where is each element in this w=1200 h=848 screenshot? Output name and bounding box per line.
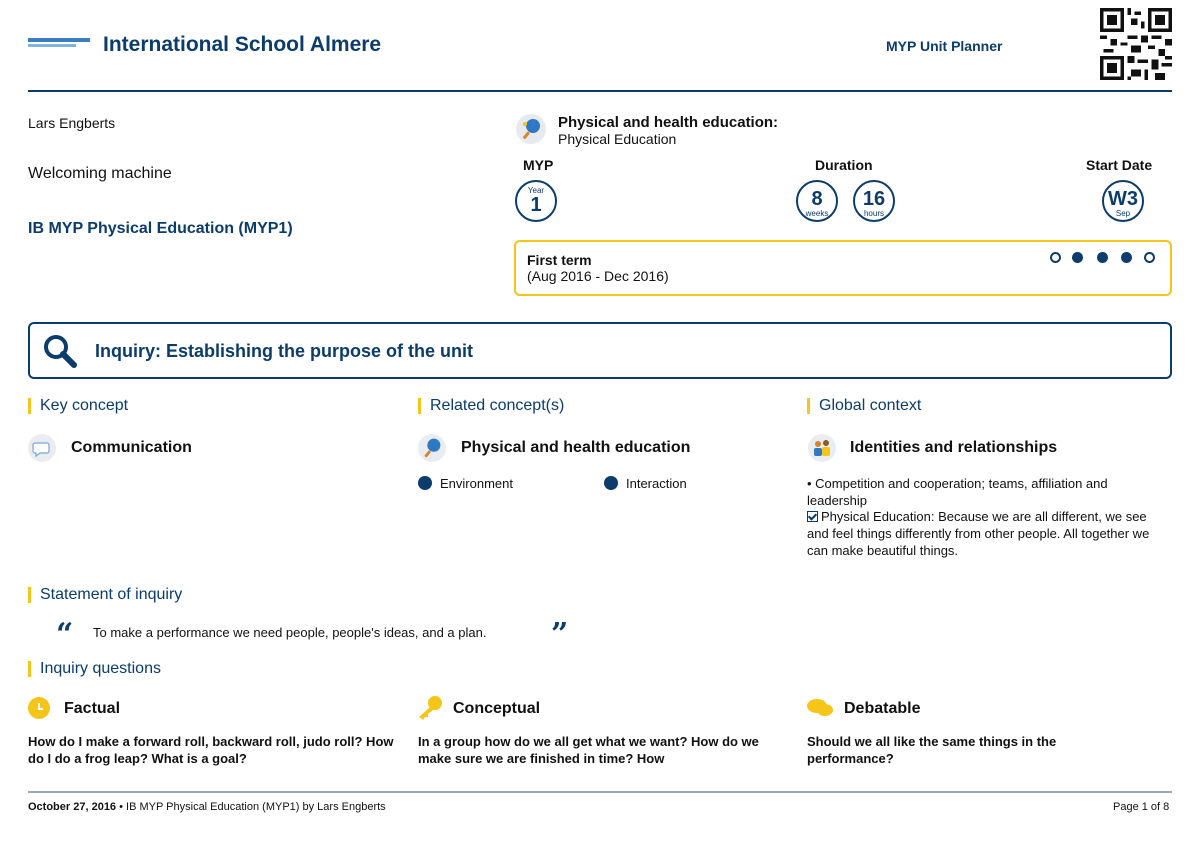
global-note-text: Physical Education: Because we are all different, we see and feel things differently from other people. All together we can make beautiful things. (807, 509, 1150, 558)
term-dot-1 (1050, 252, 1061, 263)
hours-value: 16 (862, 188, 886, 210)
related-concepts-heading: Related concept(s) (418, 398, 564, 414)
questions-heading: Inquiry questions (28, 661, 161, 677)
close-quote-icon: ” (551, 617, 569, 652)
ping-pong-icon (516, 114, 546, 144)
myp-year-badge (515, 180, 557, 222)
weeks-value: 8 (811, 188, 823, 210)
key-concept-heading: Key concept (28, 398, 128, 414)
subject-group: Physical and health education: (558, 114, 779, 131)
start-week: W3 (1108, 188, 1138, 210)
weeks-badge (796, 180, 838, 222)
related-concept-environment: Environment (440, 476, 513, 491)
global-context-note (807, 508, 1167, 559)
weeks-caption: weeks (805, 209, 829, 218)
related-concept-interaction: Interaction (626, 476, 687, 491)
bullet-icon (418, 476, 432, 490)
start-date-label: Start Date (1086, 157, 1153, 173)
year-value: 1 (530, 194, 542, 216)
checkbox-icon (807, 511, 818, 522)
conceptual-questions: In a group how do we all get what we want? How do we make sure we are finished in time? How (418, 734, 759, 766)
term-dot-5 (1144, 252, 1155, 263)
doc-type: MYP Unit Planner (886, 38, 1003, 54)
statement-heading: Statement of inquiry (28, 587, 182, 603)
debatable-label: Debatable (844, 700, 921, 717)
magnifier-icon (42, 333, 78, 369)
inquiry-title: Inquiry: Establishing the purpose of the unit (95, 341, 473, 361)
hours-badge (853, 180, 895, 222)
year-caption: Year (527, 186, 545, 195)
speech-bubbles-icon (806, 698, 834, 718)
school-name: International School Almere (103, 33, 382, 56)
term-range: (Aug 2016 - Dec 2016) (527, 268, 669, 284)
duration-label: Duration (815, 157, 873, 173)
footer-info (28, 801, 386, 813)
term-name: First term (527, 252, 592, 268)
key-icon (416, 695, 444, 721)
related-group: Physical and health education (461, 439, 691, 456)
clock-icon (28, 697, 50, 719)
qr-code (1100, 8, 1172, 80)
factual-questions: How do I make a forward roll, backward roll, judo roll? How do I do a frog leap? What is a goal? (28, 734, 394, 766)
start-month: Sep (1115, 209, 1131, 218)
term-dot-3 (1097, 252, 1108, 263)
myp-label: MYP (523, 157, 554, 173)
footer-divider (28, 791, 1172, 793)
people-icon (808, 434, 836, 462)
school-logo (28, 38, 92, 52)
global-context-heading: Global context (807, 398, 921, 414)
footer-date: October 27, 2016 (28, 801, 117, 813)
start-week-badge (1102, 180, 1144, 222)
term-dot-4 (1121, 252, 1132, 263)
statement-text: To make a performance we need people, people's ideas, and a plan. (93, 625, 487, 640)
header-divider (28, 90, 1172, 92)
global-context-exploration: • Competition and cooperation; teams, affiliation and leadership (807, 476, 1108, 508)
footer-text: • IB MYP Physical Education (MYP1) by Lars Engberts (116, 801, 386, 813)
page-number: Page 1 of 8 (1113, 801, 1170, 813)
global-context: Identities and relationships (850, 439, 1058, 456)
debatable-questions: Should we all like the same things in the performance? (807, 734, 1057, 766)
teacher-name: Lars Engberts (28, 115, 116, 131)
factual-label: Factual (64, 700, 121, 717)
course-name: IB MYP Physical Education (MYP1) (28, 220, 293, 237)
unit-title: Welcoming machine (28, 165, 172, 182)
hours-caption: hours (863, 209, 884, 218)
conceptual-label: Conceptual (453, 700, 541, 717)
open-quote-icon: “ (56, 617, 74, 652)
ping-pong-icon (418, 434, 446, 462)
term-dot-2 (1072, 252, 1083, 263)
bullet-icon (604, 476, 618, 490)
subject-name: Physical Education (558, 131, 677, 147)
key-concept: Communication (71, 439, 192, 456)
chat-bubble-icon (28, 434, 56, 462)
